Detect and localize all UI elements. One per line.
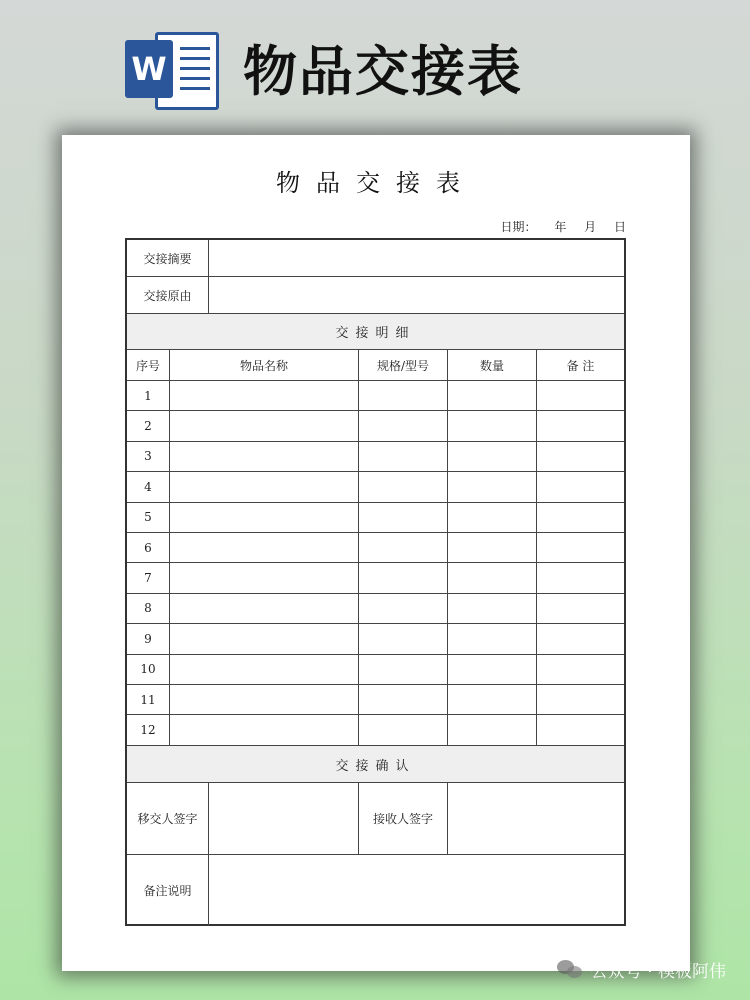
row-quantity-cell[interactable] xyxy=(448,503,537,532)
row-index: 3 xyxy=(127,442,170,471)
col-header-spec: 规格/型号 xyxy=(359,350,448,380)
row-item-name-cell[interactable] xyxy=(170,594,359,623)
row-index: 5 xyxy=(127,503,170,532)
row-index: 12 xyxy=(127,715,170,744)
remarks-row xyxy=(127,855,624,926)
col-header-remarks: 备 注 xyxy=(566,358,595,373)
row-quantity-cell[interactable] xyxy=(448,442,537,471)
row-quantity-cell[interactable] xyxy=(448,715,537,744)
word-badge: W xyxy=(125,40,173,98)
word-icon xyxy=(125,22,215,112)
col-header-item-name: 物品名称 xyxy=(170,350,359,380)
reason-label: 交接原由 xyxy=(127,277,209,313)
table-row xyxy=(127,472,624,502)
row-quantity-cell[interactable] xyxy=(448,685,537,714)
receiver-signature-field[interactable] xyxy=(448,783,624,854)
row-remarks-cell[interactable] xyxy=(537,655,624,684)
table-row xyxy=(127,503,624,533)
row-item-name-cell[interactable] xyxy=(170,411,359,440)
row-remarks-cell[interactable] xyxy=(537,442,624,471)
row-index: 2 xyxy=(127,411,170,440)
row-item-name-cell[interactable] xyxy=(170,533,359,562)
row-item-name-cell[interactable] xyxy=(170,655,359,684)
details-section-label: 交接明细 xyxy=(335,326,416,341)
row-item-name-cell[interactable] xyxy=(170,503,359,532)
table-row xyxy=(127,563,624,593)
row-spec-cell[interactable] xyxy=(359,594,448,623)
summary-field[interactable] xyxy=(209,240,624,276)
col-header-quantity: 数量 xyxy=(448,350,537,380)
row-item-name-cell[interactable] xyxy=(170,624,359,653)
row-spec-cell[interactable] xyxy=(359,472,448,501)
table-row xyxy=(127,655,624,685)
row-item-name-cell[interactable] xyxy=(170,715,359,744)
reason-field[interactable] xyxy=(209,277,624,313)
row-spec-cell[interactable] xyxy=(359,503,448,532)
row-quantity-cell[interactable] xyxy=(448,381,537,410)
row-spec-cell[interactable] xyxy=(359,624,448,653)
row-spec-cell[interactable] xyxy=(359,381,448,410)
row-item-name-cell[interactable] xyxy=(170,685,359,714)
confirm-section-label: 交接确认 xyxy=(335,758,416,774)
table-row xyxy=(127,685,624,715)
row-index: 6 xyxy=(127,533,170,562)
remarks-field[interactable] xyxy=(209,855,624,926)
row-spec-cell[interactable] xyxy=(359,715,448,744)
row-spec-cell[interactable] xyxy=(359,563,448,592)
row-spec-cell[interactable] xyxy=(359,411,448,440)
confirm-section-row xyxy=(127,746,624,783)
row-item-name-cell[interactable] xyxy=(170,472,359,501)
details-section-row xyxy=(127,314,624,350)
header-banner xyxy=(125,22,523,112)
row-remarks-cell[interactable] xyxy=(537,503,624,532)
watermark xyxy=(557,957,726,982)
row-remarks-cell[interactable] xyxy=(537,563,624,592)
table-row xyxy=(127,411,624,441)
table-row xyxy=(127,624,624,654)
row-index: 9 xyxy=(127,624,170,653)
header-title: 物品交接表 xyxy=(243,39,523,103)
column-header-row xyxy=(127,350,624,381)
row-remarks-cell[interactable] xyxy=(537,533,624,562)
table-row xyxy=(127,381,624,411)
row-quantity-cell[interactable] xyxy=(448,624,537,653)
row-quantity-cell[interactable] xyxy=(448,533,537,562)
row-remarks-cell[interactable] xyxy=(537,472,624,501)
table-row xyxy=(127,594,624,624)
signature-row xyxy=(127,783,624,855)
row-remarks-cell[interactable] xyxy=(537,381,624,410)
wechat-icon xyxy=(557,960,583,980)
document-title: 物品交接表 xyxy=(276,169,476,197)
row-index: 7 xyxy=(127,563,170,592)
row-item-name-cell[interactable] xyxy=(170,381,359,410)
handover-form xyxy=(125,238,626,926)
row-remarks-cell[interactable] xyxy=(537,594,624,623)
row-quantity-cell[interactable] xyxy=(448,594,537,623)
row-spec-cell[interactable] xyxy=(359,655,448,684)
summary-label: 交接摘要 xyxy=(127,240,209,276)
row-remarks-cell[interactable] xyxy=(537,624,624,653)
transferor-signature-label: 移交人签字 xyxy=(127,783,209,854)
table-row xyxy=(127,715,624,745)
row-quantity-cell[interactable] xyxy=(448,563,537,592)
row-item-name-cell[interactable] xyxy=(170,563,359,592)
row-index: 10 xyxy=(127,655,170,684)
row-index: 8 xyxy=(127,594,170,623)
table-row xyxy=(127,442,624,472)
date-line: 日期： 年 月 日 xyxy=(500,220,626,234)
row-index: 11 xyxy=(127,685,170,714)
row-item-name-cell[interactable] xyxy=(170,442,359,471)
row-index: 1 xyxy=(127,381,170,410)
row-index: 4 xyxy=(127,472,170,501)
row-remarks-cell[interactable] xyxy=(537,685,624,714)
row-spec-cell[interactable] xyxy=(359,533,448,562)
row-remarks-cell[interactable] xyxy=(537,715,624,744)
remarks-label: 备注说明 xyxy=(127,855,209,926)
summary-row xyxy=(127,240,624,277)
col-header-index: 序号 xyxy=(127,350,170,380)
row-spec-cell[interactable] xyxy=(359,442,448,471)
reason-row xyxy=(127,277,624,314)
document-page xyxy=(62,135,690,971)
watermark-text: 公众号 · 模板阿伟 xyxy=(590,962,726,982)
row-quantity-cell[interactable] xyxy=(448,472,537,501)
row-spec-cell[interactable] xyxy=(359,685,448,714)
table-row xyxy=(127,533,624,563)
receiver-signature-label: 接收人签字 xyxy=(359,783,448,854)
transferor-signature-field[interactable] xyxy=(209,783,359,854)
row-remarks-cell[interactable] xyxy=(537,411,624,440)
row-quantity-cell[interactable] xyxy=(448,655,537,684)
row-quantity-cell[interactable] xyxy=(448,411,537,440)
